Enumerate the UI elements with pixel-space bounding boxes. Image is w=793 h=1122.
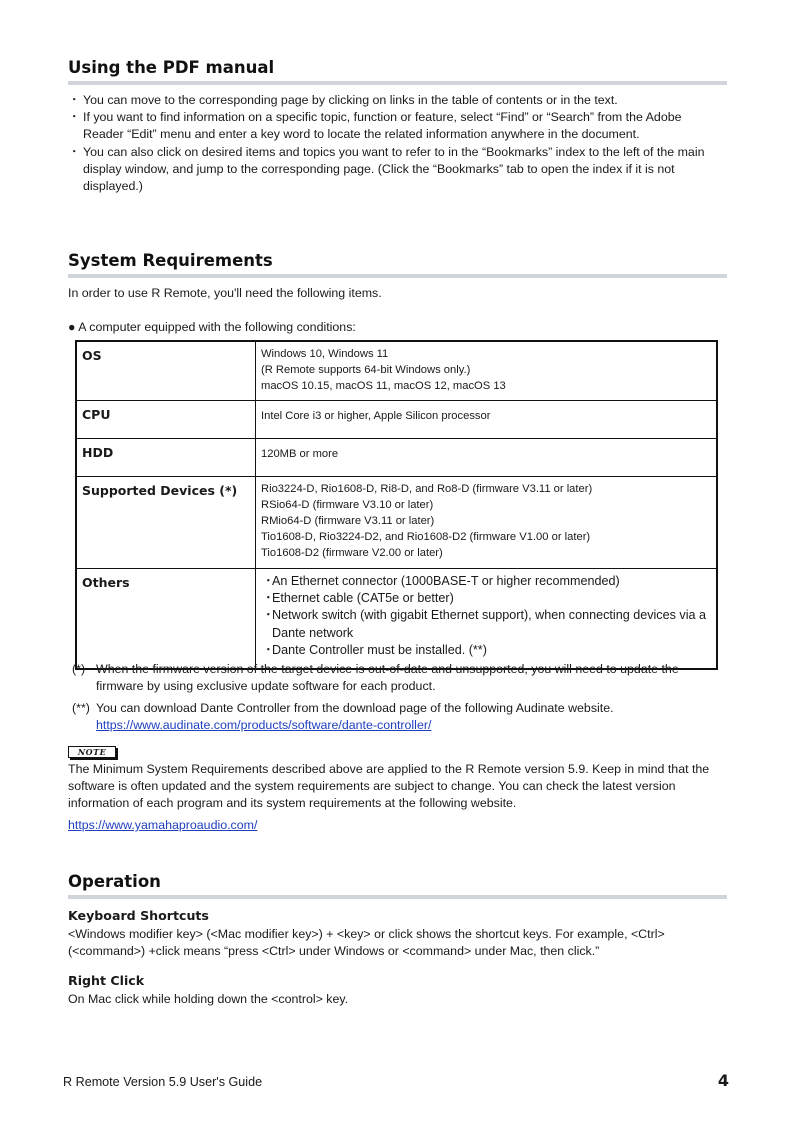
row-label-hdd: HDD: [76, 439, 256, 477]
keyboard-shortcuts-text: <Windows modifier key> (<Mac modifier key>) + <key> or click shows the shortcut keys. For example, <Ctrl> (<command>) +click means “press <Ctrl> under Windows or <command> under Mac, then click.”: [68, 927, 665, 959]
bullet-item: [68, 144, 718, 196]
note-badge: NOTE: [68, 746, 116, 758]
bullet-dot: ・: [262, 574, 275, 588]
page-number: 4: [717, 1071, 729, 1090]
footnote-marker: (**): [72, 700, 90, 715]
table-row-others: [76, 569, 717, 670]
yamaha-proaudio-link[interactable]: https://www.yamahaproaudio.com/: [68, 818, 258, 832]
others-item-text: Ethernet cable (CAT5e or better): [272, 591, 454, 606]
row-value-hdd: 120MB or more: [256, 439, 718, 477]
yamaha-link-wrap: [68, 817, 257, 834]
table-row-supported-devices: [76, 477, 717, 569]
computer-conditions-label: ● A computer equipped with the following conditions:: [68, 320, 356, 334]
others-item: [261, 642, 711, 659]
bullet-text: You can move to the corresponding page by clicking on links in the table of contents or in the text.: [83, 93, 618, 107]
device-line: RMio64-D (firmware V3.11 or later): [261, 515, 435, 527]
bullet-item: [68, 92, 718, 109]
right-click-heading: Right Click: [68, 973, 145, 988]
others-item: [261, 590, 711, 607]
os-line: macOS 10.15, macOS 11, macOS 12, macOS 13: [261, 380, 506, 392]
others-item-text: Dante Controller must be installed. (**): [272, 642, 487, 657]
row-label-others: Others: [76, 569, 256, 670]
os-line: (R Remote supports 64-bit Windows only.): [261, 364, 471, 376]
right-click-text: On Mac click while holding down the <control> key.: [68, 992, 349, 1006]
row-value-cpu: Intel Core i3 or higher, Apple Silicon processor: [256, 401, 718, 439]
footnote-firmware: [72, 661, 722, 696]
footnote-dante-controller: [72, 700, 722, 735]
table-row-cpu: [76, 401, 717, 439]
bullet-dot: ・: [262, 608, 275, 623]
bullet-dot: ・: [68, 93, 81, 107]
footnote-text: When the firmware version of the target device is out-of-date and unsupported, you will need to update the firmware by using exclusive update software for each product.: [96, 662, 679, 694]
row-label-os: OS: [76, 341, 256, 401]
row-label-cpu: CPU: [76, 401, 256, 439]
section-heading-pdf-manual: Using the PDF manual: [68, 58, 727, 85]
pdf-manual-bullet-list: [68, 92, 718, 195]
device-line: Tio1608-D, Rio3224-D2, and Rio1608-D2 (firmware V1.00 or later): [261, 531, 591, 543]
footer-title: R Remote Version 5.9 User's Guide: [63, 1075, 263, 1089]
section-heading-system-requirements: System Requirements: [68, 251, 727, 278]
device-line: RSio64-D (firmware V3.10 or later): [261, 499, 434, 511]
others-item-text: Network switch (with gigabit Ethernet support), when connecting devices via a Dante network: [272, 608, 706, 640]
others-item: [261, 607, 711, 641]
bullet-dot: ・: [262, 642, 275, 657]
bullet-dot: ・: [262, 591, 275, 606]
bullet-item: [68, 109, 718, 143]
footnote-list: [72, 661, 722, 739]
row-value-supported-devices: [256, 477, 718, 569]
row-value-others: [256, 569, 718, 670]
table-row-hdd: [76, 439, 717, 477]
table-row-os: [76, 341, 717, 401]
device-line: Tio1608-D2 (firmware V2.00 or later): [261, 547, 443, 559]
bullet-dot: ・: [68, 144, 81, 159]
audinate-link[interactable]: https://www.audinate.com/products/software/dante-controller/: [96, 718, 432, 733]
footnote-text: You can download Dante Controller from the download page of the following Audinate website.: [96, 700, 614, 715]
row-label-supported-devices: Supported Devices (*): [76, 477, 256, 569]
row-value-os: [256, 341, 718, 401]
others-item: [261, 573, 711, 590]
keyboard-shortcuts-heading: Keyboard Shortcuts: [68, 908, 209, 923]
bullet-dot: ・: [68, 110, 81, 125]
others-item-text: An Ethernet connector (1000BASE-T or higher recommended): [272, 574, 620, 588]
device-line: Rio3224-D, Rio1608-D, Ri8-D, and Ro8-D (firmware V3.11 or later): [261, 483, 593, 495]
system-requirements-intro: In order to use R Remote, you'll need the following items.: [68, 286, 382, 300]
section-heading-operation: Operation: [68, 872, 727, 899]
note-text: The Minimum System Requirements described above are applied to the R Remote version 5.9. Keep in mind that the software is often updated and the system requirements are subject to change. You can check the latest version information of each program and its system requirements at the following website.: [68, 762, 710, 811]
bullet-text: If you want to find information on a specific topic, function or feature, select “Find” or “Search” from the Adobe Reader “Edit” menu and enter a key word to locate the related information anywhere in the document.: [83, 110, 682, 142]
os-line: Windows 10, Windows 11: [261, 348, 389, 360]
requirements-table: [75, 340, 718, 670]
bullet-text: You can also click on desired items and topics you want to refer to in the “Bookmarks” index to the left of the main display window, and jump to the corresponding page. (Click the “Bookmarks” tab to open the index if it is not displayed.): [83, 144, 705, 194]
footnote-marker: (*): [72, 662, 86, 676]
